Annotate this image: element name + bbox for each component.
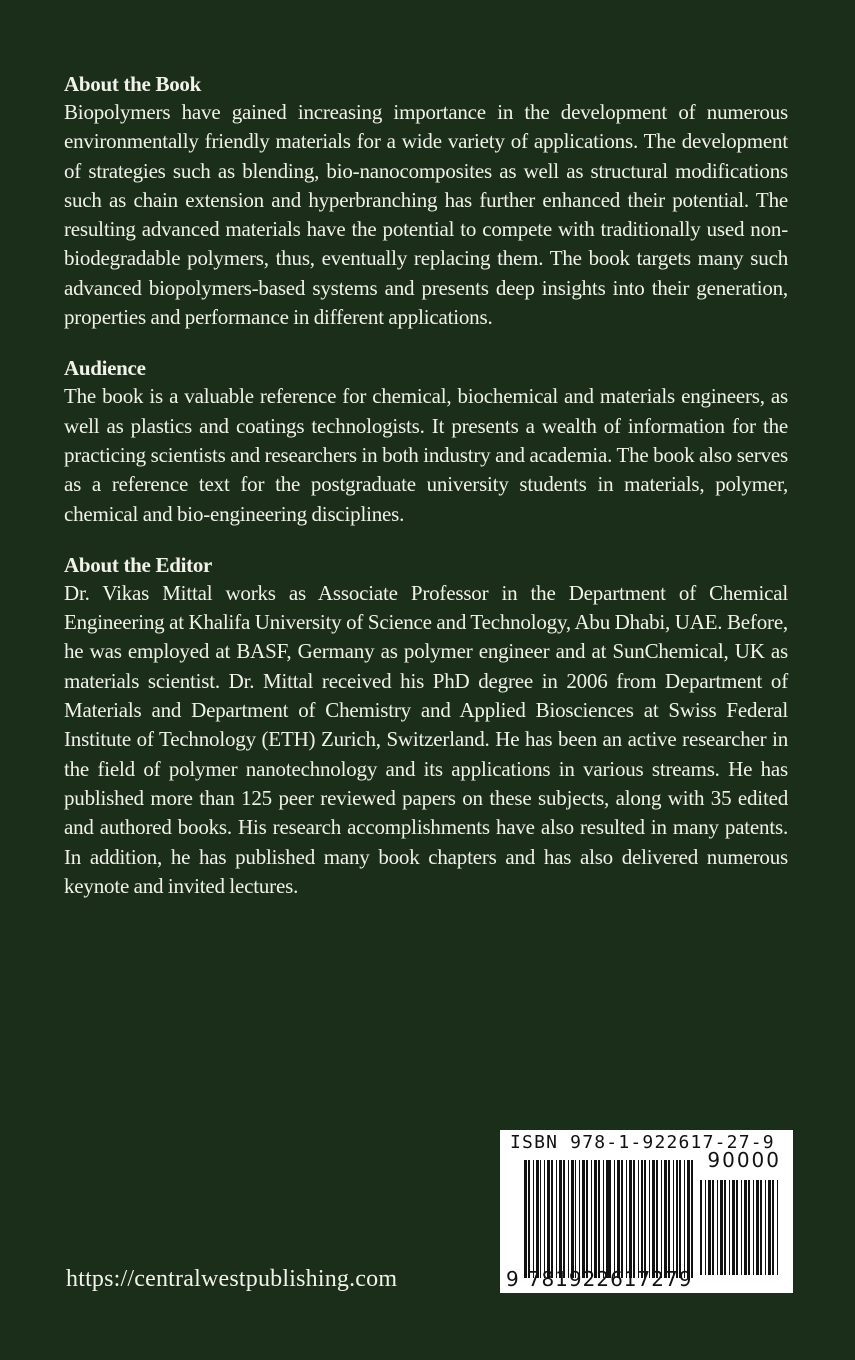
- ean-digits: 781922617279: [527, 1267, 693, 1291]
- ean-number: [506, 1267, 692, 1291]
- section-body: Biopolymers have gained increasing importance in the development of numerous environmentally friendly materials for a wide variety of applications. The development of strategies such as blending, bio-nanocomposites as well as structural modifications such as chain extension and hyperbranching has further enhanced their potential. The resulting advanced materials have the potential to compete with traditionally used non-biodegradable polymers, thus, eventually replacing them. The book targets many such advanced biopolymers-based systems and presents deep insights into their generation, properties and performance in different applications.: [64, 100, 788, 330]
- section-heading: Audience: [64, 356, 146, 381]
- publisher-url[interactable]: https://centralwestpublishing.com: [66, 1266, 398, 1292]
- back-cover-content: [64, 70, 788, 923]
- about-the-book-section: [64, 70, 788, 332]
- price-code: 90000: [707, 1148, 781, 1172]
- isbn-barcode: [500, 1130, 793, 1293]
- section-body: The book is a valuable reference for chemical, biochemical and materials engineers, as well as plastics and coatings technologists. It presents a wealth of information for the practicing scientists and researchers in both industry and academia. The book also serves as a reference text for the postgraduate university students in materials, polymer, chemical and bio-engineering disciplines.: [64, 384, 788, 526]
- section-heading: About the Editor: [64, 552, 213, 577]
- addon-barcode-bars: [700, 1180, 780, 1275]
- ean-lead-digit: 9: [506, 1267, 520, 1291]
- isbn-label: ISBN 978-1-922617-27-9: [510, 1132, 775, 1153]
- ean-barcode-bars: [524, 1160, 696, 1278]
- about-the-editor-section: [64, 551, 788, 901]
- section-heading: About the Book: [64, 72, 201, 96]
- audience-section: [64, 354, 788, 528]
- section-body: Dr. Vikas Mittal works as Associate Professor in the Department of Chemical Engineering at Khalifa University of Science and Technology, Abu Dhabi, UAE. Before, he was employed at BASF, Germany as polymer engineer and at SunChemical, UK as materials scientist. Dr. Mittal received his PhD degree in 2006 from Department of Materials and Department of Chemistry and Applied Biosciences at Swiss Federal Institute of Technology (ETH) Zurich, Switzerland. He has been an active researcher in the field of polymer nanotechnology and its applications in various streams. He has published more than 125 peer reviewed papers on these subjects, along with 35 edited and authored books. His research accomplishments have also resulted in many patents. In addition, he has published many book chapters and has also delivered numerous keynote and invited lectures.: [64, 580, 788, 898]
